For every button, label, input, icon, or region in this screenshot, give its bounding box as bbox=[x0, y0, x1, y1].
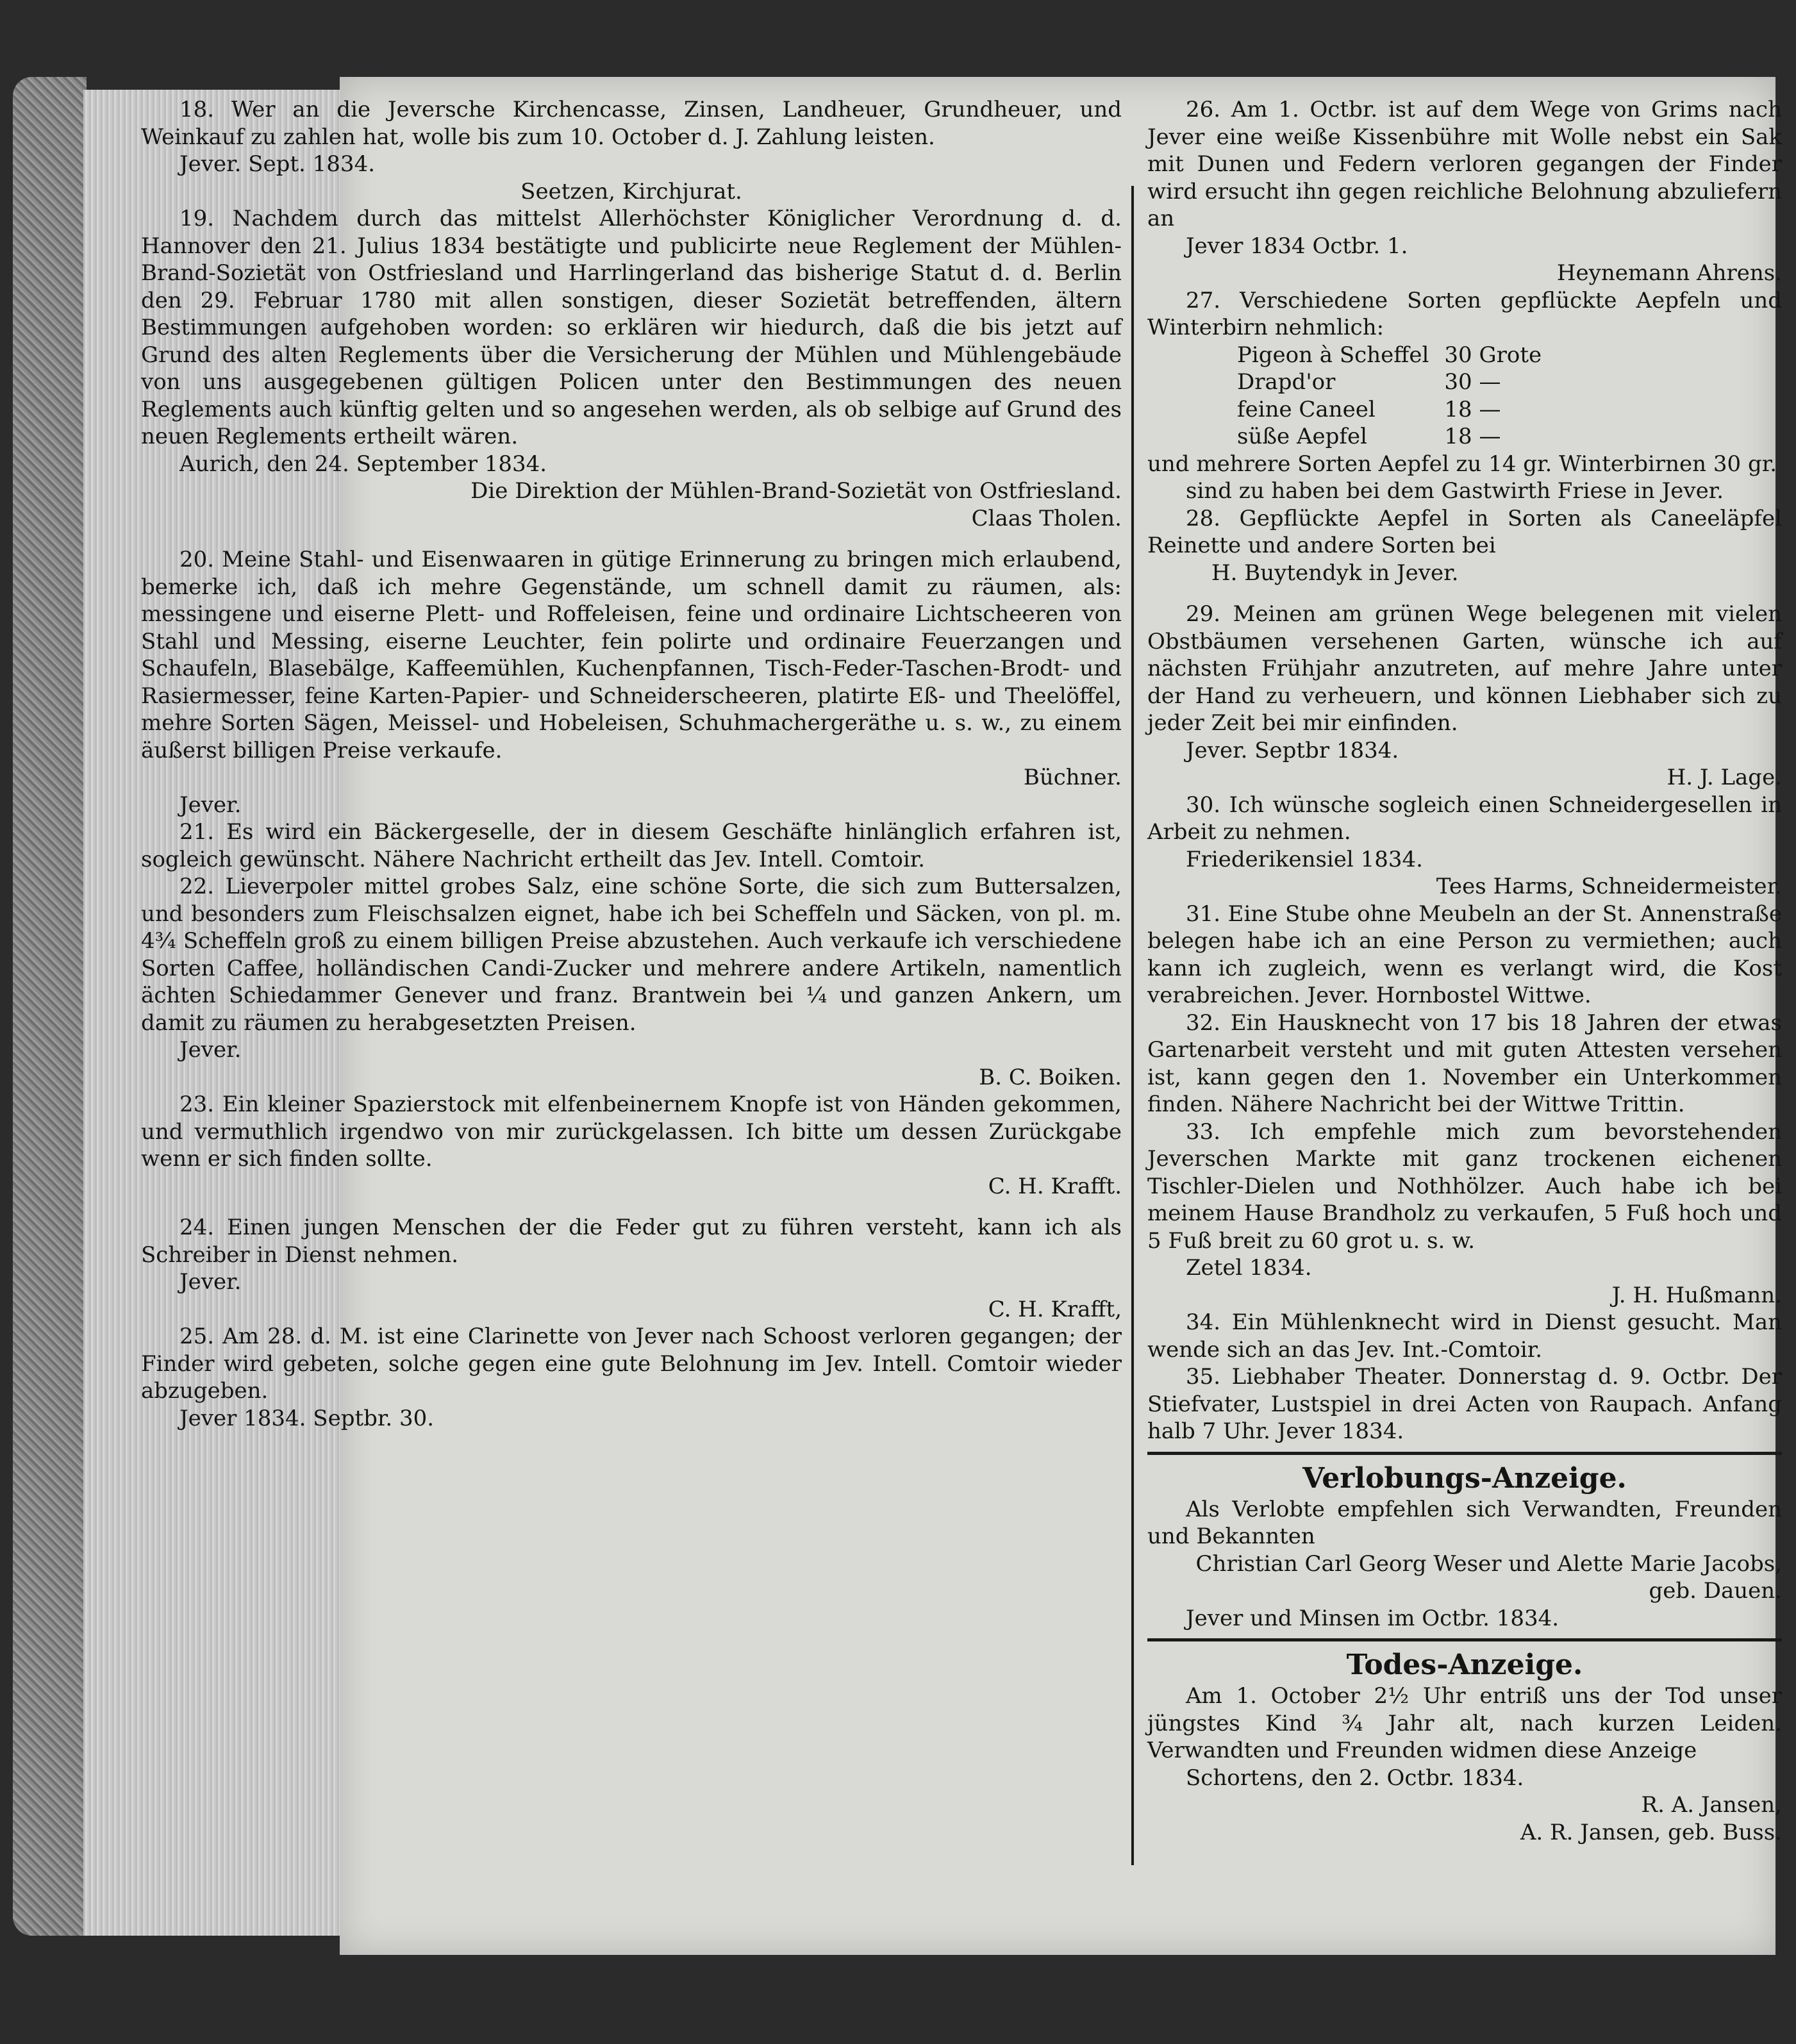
ad-29-signature: H. J. Lage. bbox=[1667, 765, 1782, 790]
ad-33-place: Zetel 1834. bbox=[1186, 1255, 1312, 1281]
engagement-text: Als Verlobte empfehlen sich Verwandten, Freunden und Bekannten bbox=[1147, 1496, 1782, 1549]
ad-29-place: Jever. Septbr 1834. bbox=[1186, 737, 1399, 763]
engagement-names: Christian Carl Georg Weser und Alette Marie Jacobs, geb. Dauen. bbox=[1195, 1550, 1782, 1604]
ad-30-text: 30. Ich wünsche sogleich einen Schneidergesellen in Arbeit zu nehmen. bbox=[1147, 792, 1782, 845]
column-rule bbox=[1131, 186, 1134, 1865]
ad-30-place: Friederikensiel 1834. bbox=[1186, 846, 1423, 872]
ad-24-signature: C. H. Krafft, bbox=[988, 1296, 1122, 1322]
ad-27-seller: sind zu haben bei dem Gastwirth Friese in Jever. bbox=[1186, 478, 1724, 504]
ad-19-text: 19. Nachdem durch das mittelst Allerhöchster Königlicher Verordnung d. d. Hannover den 21. Julius 1834 bestätigte und publicirte neue Reglement der Mühlen-Brand-Sozietät von Ostfriesland und Harrlingerland das bisherige Statut d. d. Berlin den 29. Februar 1780 mit allen sonstigen, dieser Sozietät betreffenden, ältern Bestimmungen aufgehoben worden: so erklären wir hiedurch, daß die bis jetzt auf Grund des alten Reglements über die Versicherung der Mühlen und Mühlengebäude von uns ausgegebenen gültigen Policen unter den Bestimmungen des neuen Reglements auch künftig gelten und so angesehen werden, als ob selbige auf Grund des neuen Reglements ertheilt wären. bbox=[141, 206, 1122, 449]
ad-29-text: 29. Meinen am grünen Wege belegenen mit vielen Obstbäumen versehenen Garten, wünsche ich auf nächsten Frühjahr anzutreten, auf mehre Jahre unter der Hand zu verheuern, und können Liebhaber sich zu jeder Zeit bei mir einfinden. bbox=[1147, 601, 1782, 736]
ad-19-authority: Die Direktion der Mühlen-Brand-Sozietät von Ostfriesland. bbox=[470, 478, 1122, 504]
ad-32-text: 32. Ein Hausknecht von 17 bis 18 Jahren der etwas Gartenarbeit versteht und mit guten Attesten versehen ist, kann gegen den 1. November ein Unterkommen finden. Nähere Nachricht bei der Wittwe Trittin. bbox=[1147, 1010, 1782, 1117]
ad-27-more: und mehrere Sorten Aepfel zu 14 gr. Winterbirnen 30 gr. bbox=[1147, 451, 1777, 477]
ad-33-signature: J. H. Hußmann. bbox=[1611, 1282, 1782, 1308]
ad-27-text: 27. Verschiedene Sorten gepflückte Aepfeln und Winterbirn nehmlich: bbox=[1147, 287, 1782, 340]
ad-35-text: 35. Liebhaber Theater. Donnerstag d. 9. Octbr. Der Stiefvater, Lustspiel in drei Acten von Raupach. Anfang halb 7 Uhr. Jever 1834. bbox=[1147, 1364, 1782, 1444]
ad-20-signature: Büchner. bbox=[1023, 765, 1122, 790]
death-text: Am 1. October 2½ Uhr entriß uns der Tod unser jüngstes Kind ¾ Jahr alt, nach kurzen Leiden. Verwandten und Freunden widmen diese Anzeige bbox=[1147, 1683, 1782, 1763]
price-row bbox=[1237, 396, 1557, 424]
price-value: 30 — bbox=[1444, 369, 1501, 395]
ad-25-place: Jever 1834. Septbr. 30. bbox=[179, 1405, 435, 1431]
death-heading: Todes-Anzeige. bbox=[1346, 1649, 1583, 1681]
ad-23-text: 23. Ein kleiner Spazierstock mit elfenbeinernem Knopfe ist von Händen gekommen, und vermuthlich irgendwo von mir zurückgelassen. Ich bitte um dessen Zurückgabe wenn er sich finden sollte. bbox=[141, 1092, 1122, 1172]
ad-18-text: 18. Wer an die Jeversche Kirchencasse, Zinsen, Landheuer, Grundheuer, und Weinkauf zu zahlen hat, wolle bis zum 10. October d. J. Zahlung leisten. bbox=[141, 97, 1122, 150]
death-place: Schortens, den 2. Octbr. 1834. bbox=[1186, 1765, 1524, 1791]
ad-30-signature: Tees Harms, Schneidermeister. bbox=[1436, 874, 1782, 899]
ad-21-text: 21. Es wird ein Bäckergeselle, der in diesem Geschäfte hinlänglich erfahren ist, sogleich gewünscht. Nähere Nachricht ertheilt das Jev. Intell. Comtoir. bbox=[141, 819, 1122, 872]
death-signature-2: A. R. Jansen, geb. Buss. bbox=[1520, 1819, 1782, 1845]
section-rule bbox=[1147, 1638, 1782, 1641]
price-row bbox=[1237, 369, 1557, 396]
engagement-place: Jever und Minsen im Octbr. 1834. bbox=[1186, 1605, 1559, 1631]
ad-34-text: 34. Ein Mühlenknecht wird in Dienst gesucht. Man wende sich an das Jev. Int.-Comtoir. bbox=[1147, 1309, 1782, 1363]
price-value: 30 Grote bbox=[1444, 342, 1542, 368]
ad-31-text: 31. Eine Stube ohne Meubeln an der St. Annenstraße belegen habe ich an eine Person zu vermiethen; auch kann ich zugleich, wenn es verlangt wird, die Kost verabreichen. Jever. Hornbostel Wittwe. bbox=[1147, 901, 1782, 1008]
price-value: 18 — bbox=[1444, 396, 1501, 422]
ad-19-signature: Claas Tholen. bbox=[971, 505, 1122, 531]
right-column bbox=[1147, 96, 1782, 1846]
ad-23-signature: C. H. Krafft. bbox=[988, 1173, 1122, 1199]
ad-19-place: Aurich, den 24. September 1834. bbox=[179, 451, 547, 477]
death-signature-1: R. A. Jansen, bbox=[1641, 1792, 1782, 1818]
ad-18-signature: Seetzen, Kirchjurat. bbox=[520, 178, 742, 204]
ad-22-place: Jever. bbox=[179, 1037, 242, 1063]
left-column bbox=[141, 96, 1122, 1432]
engagement-heading: Verlobungs-Anzeige. bbox=[1302, 1461, 1627, 1495]
price-item: süße Aepfel bbox=[1237, 424, 1368, 449]
ad-22-text: 22. Lieverpoler mittel grobes Salz, eine schöne Sorte, die sich zum Buttersalzen, und besonders zum Fleischsalzen eignet, habe ich bei Scheffeln und Säcken, von pl. m. 4¾ Scheffeln groß zu einem billigen Preise abzustehen. Auch verkaufe ich verschiedene Sorten Caffee, holländischen Candi-Zucker und mehrere andere Artikeln, namentlich ächten Schiedammer Genever und franz. Brantwein bei ¼ und ganzen Ankern, um damit zu räumen zu herabgesetzten Preisen. bbox=[141, 874, 1122, 1036]
ad-28-text: 28. Gepflückte Aepfel in Sorten als Caneeläpfel Reinette und andere Sorten bei bbox=[1147, 505, 1782, 558]
price-item: Drapd'or bbox=[1237, 369, 1336, 395]
book-edge bbox=[13, 77, 87, 1936]
ad-28-signature: H. Buytendyk in Jever. bbox=[1211, 560, 1459, 586]
price-item: feine Caneel bbox=[1237, 396, 1376, 422]
section-rule bbox=[1147, 1452, 1782, 1455]
ad-22-signature: B. C. Boiken. bbox=[979, 1064, 1122, 1090]
price-item: Pigeon à Scheffel bbox=[1237, 342, 1429, 368]
ad-25-text: 25. Am 28. d. M. ist eine Clarinette von Jever nach Schoost verloren gegangen; der Finder wird gebeten, solche gegen eine gute Belohnung im Jev. Intell. Comtoir wieder abzugeben. bbox=[141, 1324, 1122, 1404]
ad-24-text: 24. Einen jungen Menschen der die Feder gut zu führen versteht, kann ich als Schreiber in Dienst nehmen. bbox=[141, 1215, 1122, 1268]
ad-33-text: 33. Ich empfehle mich zum bevorstehenden Jeverschen Markte mit ganz trockenen eichenen Tischler-Dielen und Nothhölzer. Auch habe ich bei meinem Hause Brandholz zu verkaufen, 5 Fuß hoch und 5 Fuß breit zu 60 grot u. s. w. bbox=[1147, 1118, 1782, 1254]
ad-18-place: Jever. Sept. 1834. bbox=[179, 151, 376, 177]
ad-24-place: Jever. bbox=[179, 1269, 242, 1295]
ad-20-place: Jever. bbox=[179, 792, 242, 818]
price-list bbox=[1237, 342, 1557, 451]
ad-26-signature: Heynemann Ahrens. bbox=[1556, 260, 1782, 286]
ad-26-place: Jever 1834 Octbr. 1. bbox=[1186, 233, 1408, 259]
price-row bbox=[1237, 342, 1557, 369]
ad-20-text: 20. Meine Stahl- und Eisenwaaren in gütige Erinnerung zu bringen mich erlaubend, bemerke ich, daß ich mehre Gegenstände, um schnell damit zu räumen, als: messingene und eiserne Plett- und Roffeleisen, feine und ordinaire Lichtscheeren von Stahl und Messing, eiserne Leuchter, fein polirte und ordinaire Feuerzangen und Schaufeln, Blasebälge, Kaffeemühlen, Kuchenpfannen, Tisch-Feder-Taschen-Brodt- und Rasiermesser, feine Karten-Papier- und Schneiderscheeren, platirte Eß- und Theelöffel, mehre Sorten Sägen, Meissel- und Hobeleisen, Schuhmachergeräthe u. s. w., zu einem äußerst billigen Preise verkaufe. bbox=[141, 547, 1122, 763]
price-value: 18 — bbox=[1444, 424, 1501, 449]
price-row bbox=[1237, 423, 1557, 451]
ad-26-text: 26. Am 1. Octbr. ist auf dem Wege von Grims nach Jever eine weiße Kissenbühre mit Wolle nebst ein Sak mit Dunen und Federn verloren gegangen der Finder wird ersucht ihn gegen reichliche Belohnung abzuliefern an bbox=[1147, 97, 1782, 231]
